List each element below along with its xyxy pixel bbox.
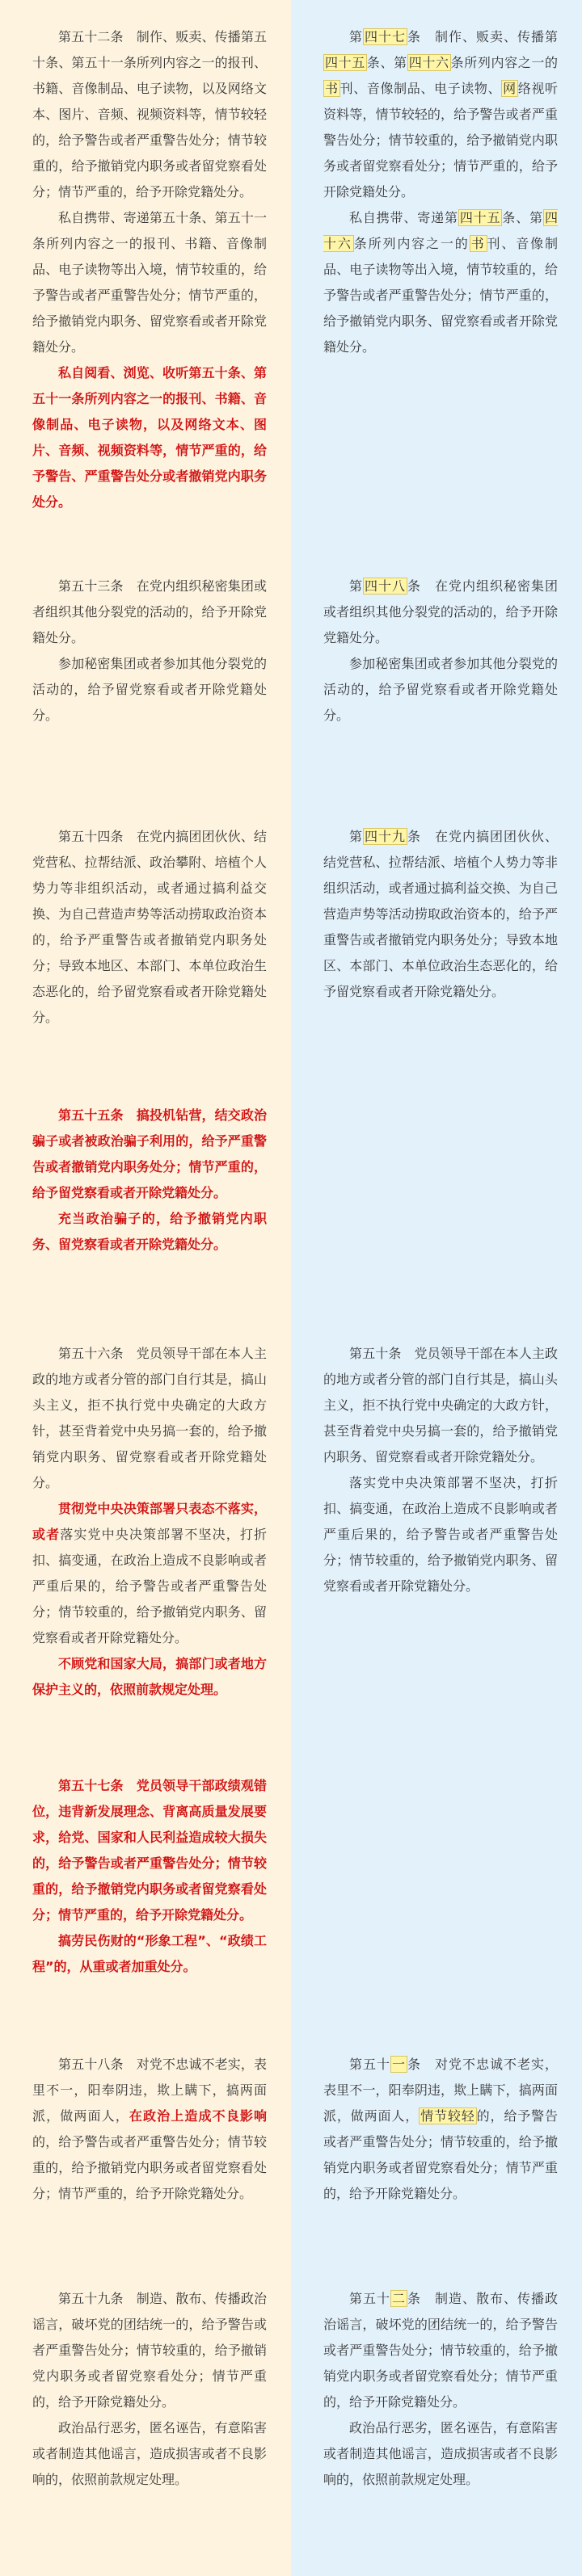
article-59-text: 制造、散布、传播政治谣言，破坏党的团结统一的，给予警告或者严重警告处分；情节较重的，给予撤销党内职务或者留党察看处分；情节严重的，给予开除党籍处分。 — [32, 2291, 267, 2410]
old-article-50-para-1: 第五十条 党员领导干部在本人主政的地方或者分管的部门自行其是，搞山头主义，拒不执行党中央确定的大政方针，甚至背着党中央另搞一套的，给予撤销党内职务、留党察看或者开除党籍处分。 — [323, 1346, 558, 1464]
article-52-para-1 — [32, 24, 267, 205]
old-article-51-para-1 — [323, 2052, 558, 2207]
highlight-ref: 四十六 — [323, 210, 558, 251]
text-run: 刊、音像制品、电子读物等出入境，情节较重的，给予警告或者严重警告处分；情节严重的，给予撤销党内职务、留党察看或者开除党籍处分。 — [323, 236, 558, 355]
article-59-para-2: 政治品行恶劣，匿名诬告，有意陷害或者制造其他谣言，造成损害或者不良影响的，依照前款规定处理。 — [32, 2420, 267, 2487]
article-55-para-1: 第五十五条 搞投机钻营，结交政治骗子或者被政治骗子利用的，给予严重警告或者撤销党内职务处分；情节严重的，给予留党察看或者开除党籍处分。 — [32, 1107, 267, 1200]
article-59-number: 第五十九条 — [58, 2291, 124, 2306]
old-article-47-para-1: 第 四十七 条 制作、贩卖、传播第四十五 条、第 四十六 条所列内容之一的书 刊、音像制品、电子读物、 网 络视听资料等，情节较轻的，给予警告或者严重警告处分；情节较重的，给予撤销党内职务或者留党察看处分；情节严重的，给予开除党籍处分。 — [323, 29, 558, 200]
old-article-52-para-1 — [323, 2286, 558, 2415]
old-article-49-para-1: 第 四十九 条 在党内搞团团伙伙、结党营私、拉帮结派、培植个人势力等非组织活动，或者通过搞利益交换、为自己营造声势等活动捞取政治资本的，给予严重警告或者撤销党内职务处分；导致本地区、本部门、本单位政治生态恶化的，给予留党察看或者开除党籍处分。 — [323, 829, 558, 999]
highlight-word: 书 — [325, 81, 339, 96]
highlight-word: 书 — [470, 236, 486, 251]
text-run: 条 制作、贩卖、传播第 — [407, 29, 558, 44]
article-52 — [32, 24, 267, 515]
highlight-number: 四十八 — [365, 578, 406, 594]
article-58-text-1: 对党不忠诚不老实，表里不一，阳奉阴违，欺上瞒下，搞两面派，做两面人， — [32, 2057, 267, 2124]
article-58-number: 第五十八条 — [58, 2057, 124, 2072]
article-56-red-lead: 贯彻党中央决策部署只表态不落实，或者 — [32, 1501, 267, 1542]
old-article-49 — [323, 824, 558, 1005]
article-54-para-1 — [32, 824, 267, 1031]
text-run: 条、第 — [366, 55, 407, 70]
highlight-number: 四十九 — [365, 829, 406, 844]
text-run: 条 对党不忠诚不老实，表里不一，阳奉阴违，欺上瞒下，搞两面派，做两面人， — [323, 2057, 558, 2124]
article-53-para-2: 参加秘密集团或者参加其他分裂党的活动的，给予留党察看或者开除党籍处分。 — [32, 656, 267, 723]
article-59-para-1 — [32, 2286, 267, 2415]
article-57-para-1: 第五十七条 党员领导干部政绩观错位，违背新发展理念、背离高质量发展要求，给党、国家和人民利益造成较大损失的，给予警告或者严重警告处分；情节较重的，给予撤销党内职务或者留党察看处分；情节严重的，给予开除党籍处分。 — [32, 1778, 267, 1923]
article-52-text: 制作、贩卖、传播第五十条、第五十一条所列内容之一的报刊、书籍、音像制品、电子读物，以及网络文本、图片、音频、视频资料等，情节较轻的，给予警告或者严重警告处分；情节较重的，给予撤销党内职务或者留党察看处分；情节严重的，给予开除党籍处分。 — [32, 29, 267, 200]
highlight-word: 网 — [503, 81, 517, 96]
article-58 — [32, 2052, 267, 2207]
text-run: 第五十 — [349, 2057, 390, 2072]
old-article-52 — [323, 2286, 558, 2493]
text-run: 条、第 — [502, 210, 543, 225]
article-58-para-1 — [32, 2052, 267, 2207]
article-56-para-2 — [32, 1496, 267, 1651]
article-54 — [32, 824, 267, 1031]
article-55-para-2: 充当政治骗子的，给予撤销党内职务、留党察看或者开除党籍处分。 — [32, 1211, 267, 1252]
article-59 — [32, 2286, 267, 2493]
text-run: 第五十 — [349, 2291, 390, 2306]
article-52-para-3: 私自阅看、浏览、收听第五十条、第五十一条所列内容之一的报刊、书籍、音像制品、电子读物，以及网络文本、图片、音频、视频资料等，情节严重的，给予警告、严重警告处分或者撤销党内职务处分。 — [32, 365, 267, 510]
old-article-48-para-2: 参加秘密集团或者参加其他分裂党的活动的，给予留党察看或者开除党籍处分。 — [323, 656, 558, 723]
old-article-52-para-2: 政治品行恶劣，匿名诬告，有意陷害或者制造其他谣言，造成损害或者不良影响的，依照前款规定处理。 — [323, 2420, 558, 2487]
old-article-50 — [323, 1341, 558, 1599]
old-article-47-para-2 — [323, 205, 558, 360]
highlight-ref: 四十五 — [325, 55, 365, 70]
text-run: 条 在党内组织秘密集团或者组织其他分裂党的活动的，给予开除党籍处分。 — [323, 578, 558, 645]
text-run: 条 在党内搞团团伙伙、结党营私、拉帮结派、培植个人势力等非组织活动，或者通过搞利益交换、为自己营造声势等活动捞取政治资本的，给予严重警告或者撤销党内职务处分；导致本地区、本部门、本单位政治生态恶化的，给予留党察看或者开除党籍处分。 — [323, 829, 558, 999]
article-56-number: 第五十六条 — [58, 1346, 124, 1361]
old-article-50-para-2: 落实党中央决策部署不坚决，打折扣、搞变通，在政治上造成不良影响或者严重后果的，给予警告或者严重警告处分；情节较重的，给予撤销党内职务、留党察看或者开除党籍处分。 — [323, 1475, 558, 1594]
article-54-text: 在党内搞团团伙伙、结党营私、拉帮结派、政治攀附、培植个人势力等非组织活动，或者通过搞利益交换、为自己营造声势等活动捞取政治资本的，给予严重警告或者撤销党内职务处分；导致本地区、本部门、本单位政治生态恶化的，给予留党察看或者开除党籍处分。 — [32, 829, 267, 1025]
right-column-original — [291, 0, 582, 2576]
article-52-para-2: 私自携带、寄递第五十条、第五十一条所列内容之一的报刊、书籍、音像制品、电子读物等出入境，情节较重的，给予警告或者严重警告处分；情节严重的，给予撤销党内职务、留党察看或者开除党籍处分。 — [32, 210, 267, 355]
old-article-51 — [323, 2052, 558, 2207]
text-run: 刊、音像制品、电子读物、 — [340, 81, 502, 96]
article-56-text: 党员领导干部在本人主政的地方或者分管的部门自行其是，搞山头主义，拒不执行党中央确定的大政方针，甚至背着党中央另搞一套的，给予撤销党内职务、留党察看或者开除党籍处分。 — [32, 1346, 267, 1490]
article-57 — [32, 1773, 267, 1980]
article-52-number: 第五十二条 — [58, 29, 124, 44]
article-53 — [32, 574, 267, 729]
old-article-47 — [323, 24, 558, 360]
article-56-para-2-text: 落实党中央决策部署不坚决，打折扣、搞变通，在政治上造成不良影响或者严重后果的，给予警告或者严重警告处分；情节较重的，给予撤销党内职务、留党察看或者开除党籍处分。 — [32, 1527, 267, 1645]
article-53-number: 第五十三条 — [58, 578, 124, 594]
highlight-number: 一 — [392, 2057, 406, 2072]
article-58-red-phrase: 在政治上造成不良影响 — [129, 2108, 267, 2124]
text-run: 条所列内容之一的 — [450, 55, 558, 70]
article-58-text-2: 的，给予警告或者严重警告处分；情节较重的，给予撤销党内职务或者留党察看处分；情节严重的，给予开除党籍处分。 — [32, 2134, 267, 2201]
highlight-ref: 四十六 — [408, 55, 449, 70]
old-article-48 — [323, 574, 558, 729]
article-53-text: 在党内组织秘密集团或者组织其他分裂党的活动的，给予开除党籍处分。 — [32, 578, 267, 645]
article-55 — [32, 1103, 267, 1258]
highlight-phrase: 情节较轻 — [420, 2108, 475, 2124]
text-run: 条所列内容之一的 — [353, 236, 470, 251]
article-56 — [32, 1341, 267, 1703]
article-57-para-2: 搞劳民伤财的“形象工程”、“政绩工程”的，从重或者加重处分。 — [32, 1933, 267, 1974]
article-54-number: 第五十四条 — [58, 829, 124, 844]
article-56-para-3: 不顾党和国家大局，搞部门或者地方保护主义的，依照前款规定处理。 — [32, 1656, 267, 1697]
old-article-48-para-1: 第 四十八 条 在党内组织秘密集团或者组织其他分裂党的活动的，给予开除党籍处分。 — [323, 578, 558, 645]
highlight-ref: 四十五 — [459, 210, 501, 225]
highlight-number: 四十七 — [365, 29, 406, 44]
text-run: 私自携带、寄递第 — [349, 210, 458, 225]
text-run: 的，给予警告或者严重警告处分；情节较重的，给予撤销党内职务或者留党察看处分；情节严重的，给予开除党籍处分。 — [323, 2108, 558, 2201]
text-run: 络视听资料等，情节较轻的，给予警告或者严重警告处分；情节较重的，给予撤销党内职务或者留党察看处分；情节严重的，给予开除党籍处分。 — [323, 81, 558, 200]
article-53-para-1 — [32, 574, 267, 651]
article-56-para-1 — [32, 1341, 267, 1496]
highlight-number: 二 — [392, 2291, 406, 2306]
text-run: 条 制造、散布、传播政治谣言，破坏党的团结统一的，给予警告或者严重警告处分；情节较重的，给予撤销党内职务或者留党察看处分；情节严重的，给予开除党籍处分。 — [323, 2291, 558, 2410]
